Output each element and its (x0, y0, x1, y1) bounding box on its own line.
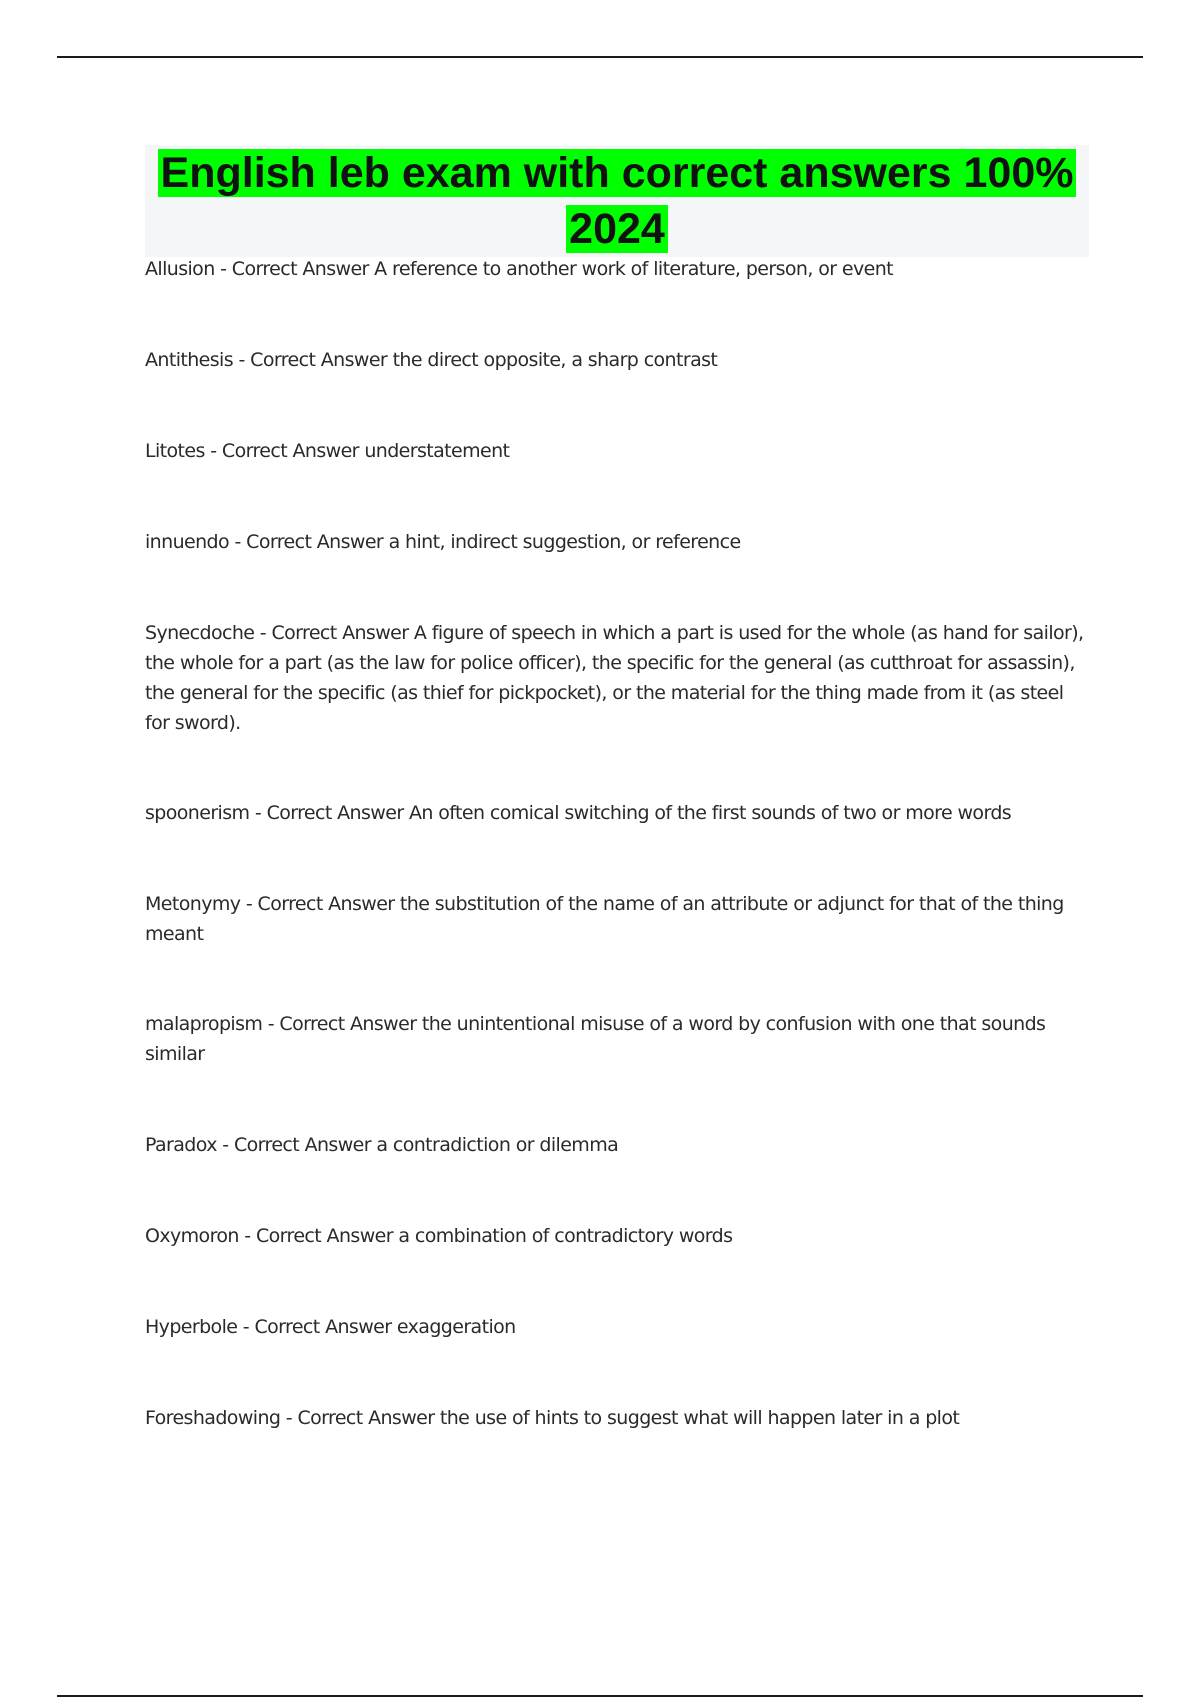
term-hyperbole: Hyperbole - Correct Answer exaggeration (145, 1316, 516, 1338)
page-title (145, 145, 1089, 257)
term-allusion: Allusion - Correct Answer A reference to another work of literature, person, or event (145, 258, 894, 280)
term-litotes: Litotes - Correct Answer understatement (145, 440, 510, 462)
bottom-rule (57, 1695, 1143, 1697)
term-oxymoron: Oxymoron - Correct Answer a combination of contradictory words (145, 1225, 733, 1247)
title-banner (145, 145, 1089, 257)
term-antithesis: Antithesis - Correct Answer the direct opposite, a sharp contrast (145, 349, 718, 371)
term-foreshadowing: Foreshadowing - Correct Answer the use of hints to suggest what will happen later in a plot (145, 1407, 960, 1429)
term-innuendo: innuendo - Correct Answer a hint, indirect suggestion, or reference (145, 531, 741, 553)
term-malapropism: malapropism - Correct Answer the unintentional misuse of a word by confusion with one that sounds similar (145, 1013, 1046, 1065)
term-synecdoche: Synecdoche - Correct Answer A figure of speech in which a part is used for the whole (as hand for sailor), the whole for a part (as the law for police officer), the specific for the general (as cutthroat for assassin), the general for the specific (as thief for pickpocket), or the material for the thing made from it (as steel for sword). (145, 622, 1084, 734)
title-highlight: English leb exam with correct answers 100% 2024 (158, 149, 1077, 253)
top-rule (57, 56, 1143, 58)
term-metonymy: Metonymy - Correct Answer the substitution of the name of an attribute or adjunct for that of the thing meant (145, 893, 1064, 945)
term-spoonerism: spoonerism - Correct Answer An often comical switching of the first sounds of two or more words (145, 802, 1012, 824)
term-paradox: Paradox - Correct Answer a contradiction or dilemma (145, 1134, 619, 1156)
